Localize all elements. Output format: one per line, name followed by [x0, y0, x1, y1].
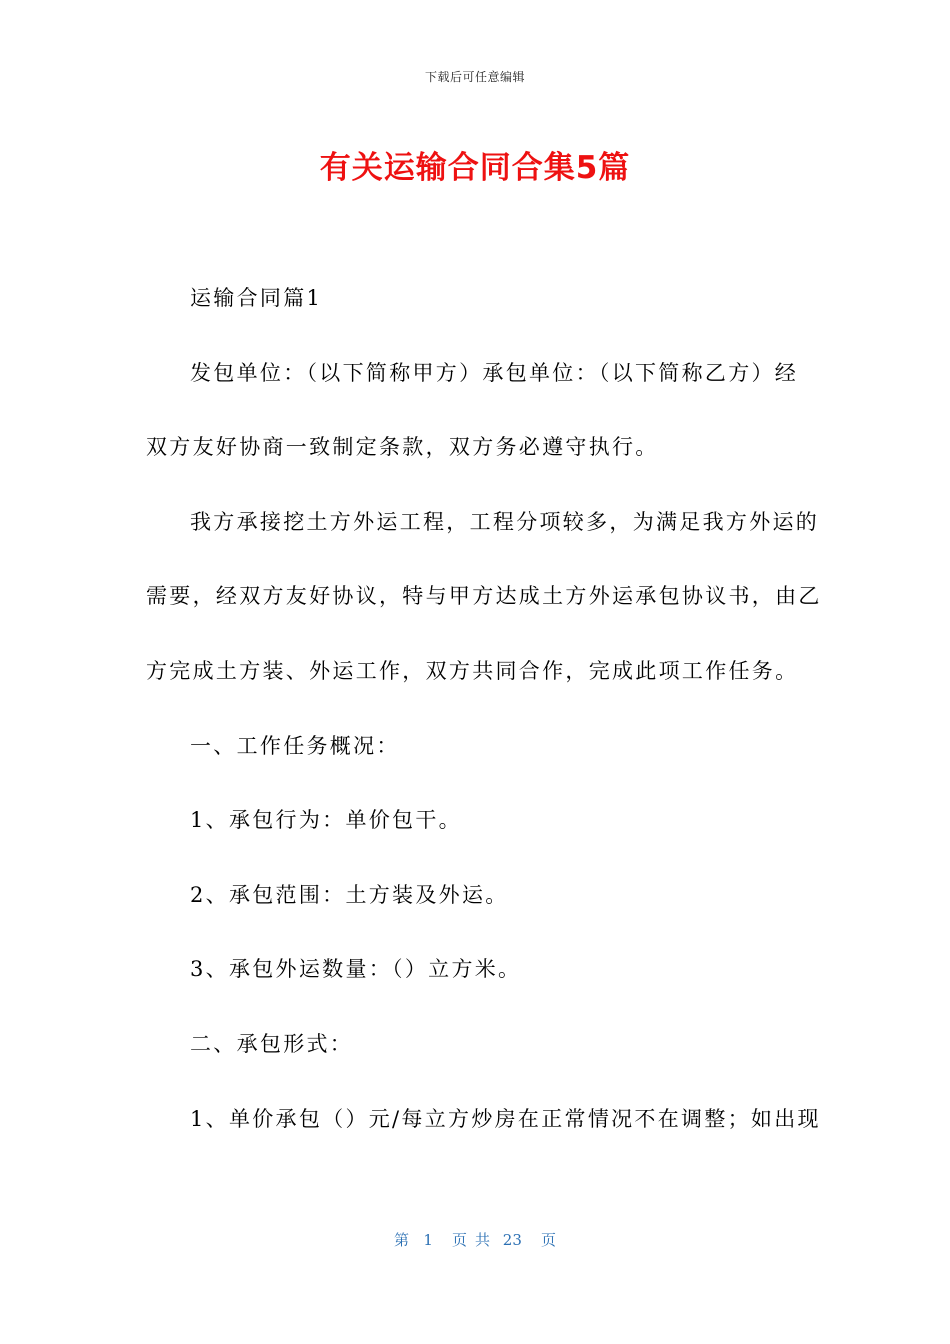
clause-item: 3、承包外运数量：（）立方米。 [190, 957, 522, 982]
paragraph-line: 双方友好协商一致制定条款，双方务必遵守执行。 [146, 435, 659, 460]
paragraph-line: 我方承接挖土方外运工程，工程分项较多，为满足我方外运的 [190, 509, 820, 534]
paragraph-line: 发包单位：（以下简称甲方）承包单位：（以下简称乙方）经 [190, 360, 799, 385]
clause-item: 1、承包行为：单价包干。 [190, 808, 462, 833]
paragraph-line: 需要，经双方友好协议，特与甲方达成土方外运承包协议书，由乙 [146, 584, 822, 609]
clause-item: 2、承包范围：土方装及外运。 [190, 882, 509, 907]
footer-mid: 页共 [451, 1231, 498, 1249]
clause-item: 1、单价承包（）元/每立方炒房在正常情况不在调整；如出现 [190, 1106, 821, 1131]
page-footer [0, 1229, 950, 1250]
footer-prefix: 第 [394, 1231, 410, 1249]
document-body [146, 278, 822, 1173]
total-pages-number: 23 [502, 1231, 522, 1249]
clause-heading: 一、工作任务概况： [190, 733, 400, 758]
current-page-number: 1 [423, 1231, 433, 1249]
footer-suffix: 页 [540, 1231, 556, 1249]
section-heading: 运输合同篇1 [190, 286, 323, 310]
header-note: 下载后可任意编辑 [424, 70, 525, 84]
document-title: 有关运输合同合集5篇 [319, 150, 631, 186]
paragraph-line: 方完成土方装、外运工作，双方共同合作，完成此项工作任务。 [146, 658, 799, 683]
clause-heading: 二、承包形式： [190, 1031, 354, 1056]
